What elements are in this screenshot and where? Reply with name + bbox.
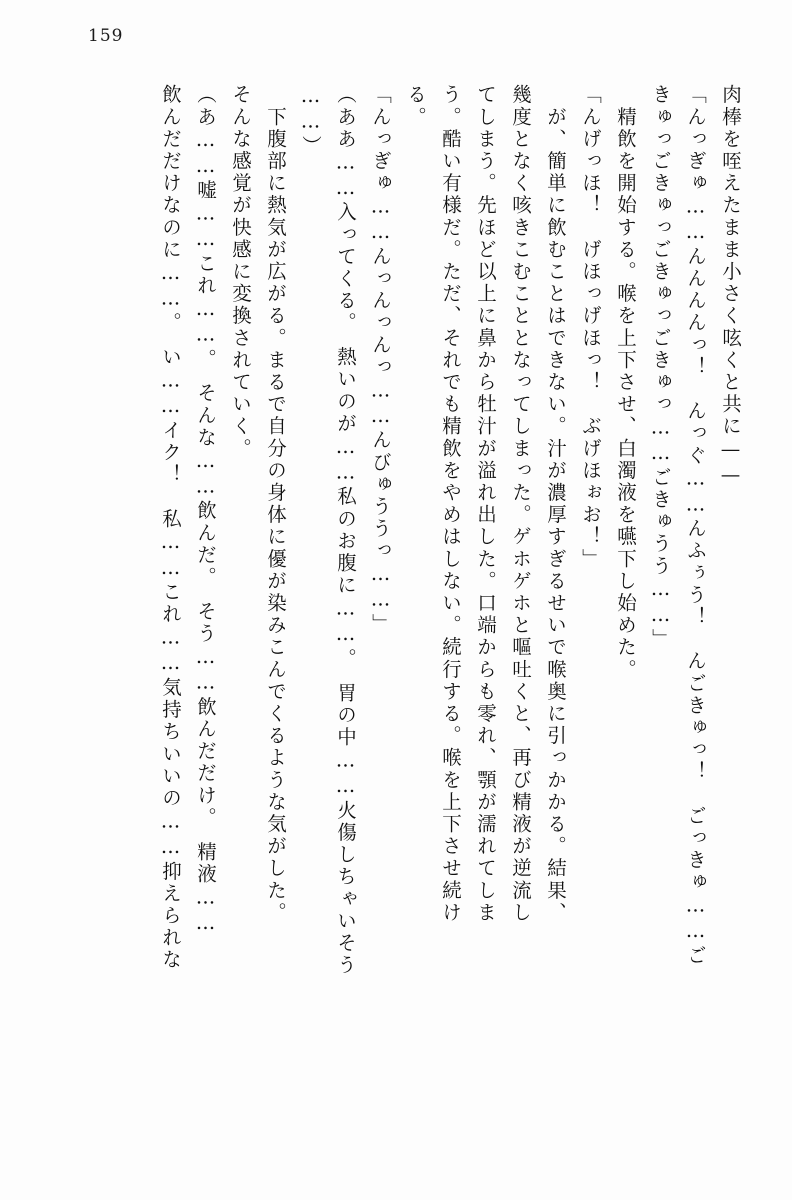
text-column: 飲んだだけなのに……。 い……イク！ 私……これ……気持ちいいの……抑えられな (159, 84, 182, 972)
text-column: が、簡単に飲むことはできない。汁が濃厚すぎるせいで喉奥に引っかかる。結果、 (544, 84, 567, 924)
text-column: 「んっぎゅ……んんんんっ！ んっぐ……んふぅう！ んごきゅっ！ ごっきゅ……ご (684, 84, 707, 967)
text-column: 肉棒を咥えたまま小さく呟くと共に—— (719, 84, 742, 489)
vertical-text-block (52, 84, 740, 1148)
page-number: 159 (88, 26, 124, 46)
text-column: てしまう。先ほど以上に鼻から牡汁が溢れ出した。口端からも零れ、顎が濡れてしま (474, 84, 497, 924)
text-column: 「んげっほ！ げほっげほっ！ ぶげほぉお！」 (579, 84, 602, 571)
text-column: （あ……嘘……これ……。 そんな……飲んだ。 そう……飲んだだけ。 精液…… (194, 84, 217, 937)
text-column: 精飲を開始する。喉を上下させ、白濁液を嚥下し始めた。 (614, 84, 637, 681)
text-column: 幾度となく咳きこむこととなってしまった。ゲホゲホと嘔吐くと、再び精液が逆流し (509, 84, 532, 924)
text-column: きゅっごきゅっごきゅっごきゅっ……ごきゅうう……」 (649, 84, 672, 651)
text-column: そんな感覚が快感に変換されていく。 (229, 84, 252, 460)
text-column: ……） (299, 84, 322, 158)
text-column: （ああ……入ってくる。 熱いのが……私のお腹に……。 胃の中……火傷しちゃいそう (334, 84, 357, 977)
text-column: る。 (404, 84, 427, 129)
text-column: 「んっぎゅ……んっんっんっ……んびゅううっ……」 (369, 84, 392, 636)
text-column: 下腹部に熱気が広がる。まるで自分の身体に優が染みこんでくるような気がした。 (264, 84, 287, 924)
text-column: う。酷い有様だ。ただ、それでも精飲をやめはしない。続行する。喉を上下させ続け (439, 84, 462, 924)
